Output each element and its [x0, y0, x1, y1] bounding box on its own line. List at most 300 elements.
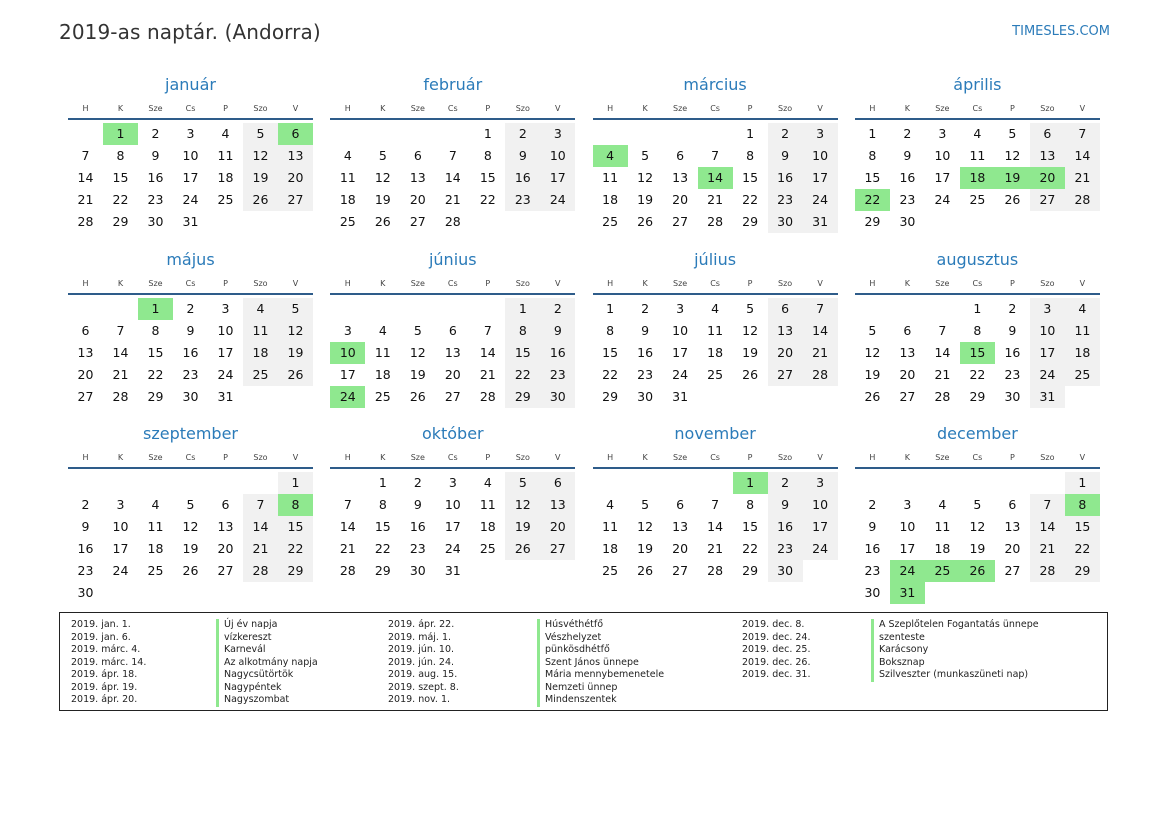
weekday-label: Sze [410, 278, 425, 288]
month-calendar [593, 247, 838, 422]
calendar-day: 21 [707, 541, 724, 556]
calendar-day: 29 [742, 214, 759, 229]
calendar-day: 21 [243, 538, 278, 560]
empty-day [1030, 472, 1065, 494]
weekday-label: K [904, 278, 911, 288]
calendar-day: 7 [343, 497, 352, 512]
calendar-day: 15 [602, 344, 619, 360]
month-days [330, 298, 575, 408]
calendar-day: 8 [116, 148, 125, 163]
weekday-label: K [642, 278, 648, 288]
calendar-day: 14 [243, 516, 278, 538]
weekday-label: P [223, 278, 228, 288]
calendar-day: 1 [868, 126, 877, 141]
calendar-day: 7 [938, 322, 947, 338]
weekday-label: Sze [935, 278, 950, 288]
month-days [855, 298, 1100, 408]
calendar-day: 30 [637, 388, 654, 404]
weekday-label: Sze [672, 104, 688, 113]
calendar-day: 15 [112, 170, 129, 185]
legend-holiday-name: Vészhelyzet [537, 632, 664, 645]
legend-date: 2019. máj. 1. [388, 631, 452, 643]
calendar-day: 16 [505, 167, 540, 189]
legend-date: 2019. ápr. 20. [71, 694, 138, 705]
calendar-day: 4 [711, 300, 720, 316]
calendar-day: 7 [711, 148, 720, 163]
legend-date: 2019. dec. 24. [742, 631, 811, 643]
weekday-label: K [642, 453, 648, 462]
weekday-label: V [817, 278, 823, 288]
empty-day [330, 123, 365, 145]
calendar-day: 5 [641, 497, 650, 512]
calendar-day: 23 [540, 364, 575, 386]
weekday-label: Sze [935, 104, 950, 113]
calendar-day: 20 [672, 192, 689, 207]
calendar-day: 24 [803, 538, 838, 560]
calendar-day: 8 [151, 322, 160, 338]
calendar-day: 1 [973, 300, 982, 316]
calendar-day: 28 [707, 563, 724, 578]
calendar-day: 15 [479, 170, 496, 185]
calendar-day: 24 [217, 366, 234, 382]
calendar-day: 20 [672, 541, 689, 556]
calendar-day: 21 [77, 192, 94, 207]
calendar-day: 23 [505, 189, 540, 211]
weekday-header [593, 447, 838, 469]
empty-day [628, 123, 663, 145]
weekday-label: Cs [972, 104, 983, 113]
month-calendar [330, 72, 575, 247]
calendar-day: 23 [182, 366, 199, 382]
empty-day [330, 472, 365, 494]
weekday-label: V [817, 104, 823, 113]
calendar-day: 10 [112, 519, 129, 534]
site-link[interactable]: TIMESLES.COM [1012, 24, 1110, 39]
calendar-day: 11 [479, 497, 496, 512]
month-name: február [423, 75, 483, 94]
empty-day [593, 123, 628, 145]
calendar-day: 22 [742, 192, 759, 207]
legend-holiday-name: A Szeplőtelen Fogantatás ünnepe [871, 619, 1039, 632]
legend-date: 2019. jan. 6. [71, 631, 131, 643]
calendar-day: 27 [444, 388, 461, 404]
calendar-day: 19 [637, 192, 654, 207]
calendar-day: 17 [899, 541, 916, 556]
calendar-day: 18 [374, 366, 391, 382]
calendar-day: 13 [672, 170, 689, 185]
calendar-day: 26 [1004, 192, 1021, 207]
calendar-day: 15 [742, 519, 759, 534]
calendar-day: 20 [217, 541, 234, 556]
calendar-day: 4 [483, 475, 492, 490]
calendar-day: 28 [112, 388, 129, 404]
calendar-day: 15 [505, 342, 540, 364]
empty-day [68, 472, 103, 494]
holiday-day: 24 [330, 386, 365, 408]
calendar-day: 25 [147, 563, 164, 578]
calendar-day: 1 [746, 126, 755, 141]
calendar-day: 1 [483, 126, 492, 141]
calendar-day: 25 [969, 192, 986, 207]
calendar-day: 10 [672, 322, 689, 338]
calendar-day: 21 [934, 366, 951, 382]
month-name: november [674, 424, 756, 443]
calendar-day: 25 [602, 563, 619, 578]
month-name: május [166, 249, 215, 269]
calendar-day: 29 [742, 563, 759, 578]
calendar-day: 29 [278, 560, 313, 582]
calendar-day: 28 [339, 563, 356, 578]
weekday-label: Szo [515, 278, 530, 288]
empty-day [103, 298, 138, 320]
empty-day [400, 123, 435, 145]
month-calendar [855, 247, 1100, 422]
calendar-day: 13 [217, 519, 234, 534]
calendar-day: 10 [934, 148, 951, 163]
weekday-label: Cs [710, 453, 720, 462]
empty-day [855, 298, 890, 320]
weekday-label: Szo [1040, 278, 1055, 288]
legend-date: 2019. márc. 14. [71, 656, 147, 668]
calendar-day: 29 [147, 388, 164, 404]
calendar-day: 10 [444, 497, 461, 512]
calendar-day: 20 [540, 516, 575, 538]
calendar-day: 30 [409, 563, 426, 578]
calendar-day: 7 [448, 148, 457, 163]
calendar-day: 19 [505, 516, 540, 538]
weekday-label: Szo [1040, 104, 1055, 113]
calendar-day: 7 [243, 494, 278, 516]
calendar-day: 28 [1030, 560, 1065, 582]
empty-day [68, 298, 103, 320]
calendar-day: 14 [1030, 516, 1065, 538]
weekday-header [330, 447, 575, 469]
weekday-label: Szo [778, 453, 793, 462]
calendar-day: 3 [448, 475, 457, 490]
legend-date: 2019. szept. 8. [388, 681, 459, 693]
calendar-day: 17 [540, 167, 575, 189]
calendar-day: 2 [151, 126, 160, 141]
calendar-day: 20 [278, 167, 313, 189]
weekday-label: H [869, 104, 876, 113]
weekday-label: H [82, 278, 89, 288]
calendar-day: 2 [540, 298, 575, 320]
holiday-day: 8 [278, 494, 313, 516]
calendar-day: 16 [182, 344, 199, 360]
month-name: július [694, 249, 737, 269]
calendar-day: 21 [803, 342, 838, 364]
calendar-day: 15 [374, 519, 391, 534]
calendar-day: 20 [768, 342, 803, 364]
weekday-header [855, 273, 1100, 295]
calendar-day: 18 [147, 541, 164, 556]
holiday-day: 10 [330, 342, 365, 364]
calendar-day: 17 [803, 516, 838, 538]
holiday-day: 31 [890, 582, 925, 604]
calendar-day: 15 [742, 170, 759, 185]
weekday-label: V [1079, 278, 1086, 288]
calendar-day: 18 [934, 541, 951, 556]
calendar-day: 17 [217, 344, 234, 360]
calendar-day: 19 [637, 541, 654, 556]
calendar-day: 17 [934, 170, 951, 185]
calendar-day: 23 [147, 192, 164, 207]
calendar-day: 26 [505, 538, 540, 560]
calendar-day: 5 [1008, 126, 1017, 141]
calendar-day: 12 [409, 344, 426, 360]
calendar-day: 16 [768, 167, 803, 189]
calendar-day: 8 [606, 322, 615, 338]
calendar-day: 28 [934, 388, 951, 404]
empty-day [925, 472, 960, 494]
calendar-day: 17 [1030, 342, 1065, 364]
weekday-label: H [82, 453, 89, 462]
calendar-day: 13 [768, 320, 803, 342]
holiday-day: 4 [593, 145, 628, 167]
holiday-day: 8 [1065, 494, 1100, 516]
calendar-day: 15 [278, 516, 313, 538]
legend-holiday-name: Nagypéntek [216, 682, 318, 695]
calendar-day: 2 [868, 497, 877, 512]
calendar-day: 26 [637, 563, 654, 578]
calendar-day: 6 [448, 322, 457, 338]
calendar-day: 12 [505, 494, 540, 516]
calendar-day: 9 [641, 322, 650, 338]
calendar-day: 11 [602, 519, 619, 534]
calendar-day: 11 [147, 519, 164, 534]
calendar-day: 11 [707, 322, 724, 338]
weekday-label: H [869, 278, 876, 288]
calendar-day: 21 [444, 192, 461, 207]
calendar-day: 19 [742, 344, 759, 360]
month-calendar [330, 421, 575, 596]
empty-day [365, 298, 400, 320]
calendar-day: 9 [1008, 322, 1017, 338]
empty-day [995, 472, 1030, 494]
calendar-day: 12 [742, 322, 759, 338]
calendar-day: 12 [1004, 148, 1021, 163]
empty-day [435, 298, 470, 320]
calendar-day: 9 [768, 145, 803, 167]
calendar-day: 3 [221, 300, 230, 316]
weekday-label: K [380, 104, 386, 113]
holiday-day: 24 [890, 560, 925, 582]
calendar-day: 28 [243, 560, 278, 582]
weekday-label: V [292, 104, 299, 113]
calendar-day: 30 [182, 388, 199, 404]
weekday-label: Cs [185, 278, 196, 288]
calendar-day: 26 [182, 563, 199, 578]
calendar-day: 5 [973, 497, 982, 512]
calendar-day: 12 [182, 519, 199, 534]
calendar-day: 24 [540, 189, 575, 211]
calendar-day: 25 [339, 214, 356, 229]
calendar-day: 31 [672, 388, 689, 404]
calendar-day: 18 [479, 519, 496, 534]
holiday-day: 14 [698, 167, 733, 189]
calendar-day: 30 [864, 585, 881, 600]
weekday-label: K [380, 278, 386, 288]
calendar-day: 10 [803, 145, 838, 167]
month-days [330, 472, 575, 582]
calendar-day: 25 [1065, 364, 1100, 386]
calendar-day: 9 [868, 519, 877, 534]
page-title: 2019-as naptár. (Andorra) [59, 20, 321, 44]
legend-dates-col-1 [71, 619, 146, 707]
calendar-day: 20 [409, 192, 426, 207]
calendar-day: 16 [147, 170, 164, 185]
calendar-day: 11 [969, 148, 986, 163]
legend-holiday-name: Mindenszentek [537, 694, 664, 707]
weekday-label: Cs [185, 453, 196, 462]
calendar-day: 12 [243, 145, 278, 167]
empty-day [925, 298, 960, 320]
calendar-day: 6 [676, 148, 685, 163]
calendar-day: 2 [505, 123, 540, 145]
calendar-day: 23 [768, 538, 803, 560]
month-name: szeptember [142, 424, 238, 443]
calendar-day: 16 [540, 342, 575, 364]
empty-day [173, 472, 208, 494]
calendar-day: 14 [112, 344, 129, 360]
calendar-day: 23 [409, 541, 426, 556]
weekday-label: Sze [148, 278, 163, 288]
empty-day [698, 123, 733, 145]
weekday-label: Szo [778, 104, 793, 113]
weekday-label: Cs [185, 104, 196, 113]
legend-holiday-name: Nagycsütörtök [216, 669, 318, 682]
calendar-day: 22 [742, 541, 759, 556]
weekday-label: H [344, 278, 351, 288]
calendar-day: 26 [864, 388, 881, 404]
weekday-label: Cs [447, 278, 458, 288]
calendar-day: 23 [864, 563, 881, 578]
calendar-day: 25 [243, 364, 278, 386]
calendar-day: 29 [602, 388, 619, 404]
weekday-label: Cs [972, 453, 983, 462]
weekday-header [855, 447, 1100, 469]
calendar-day: 24 [672, 366, 689, 382]
calendar-day: 31 [1030, 386, 1065, 408]
calendar-day: 13 [1030, 145, 1065, 167]
calendar-day: 13 [672, 519, 689, 534]
weekday-label: P [747, 278, 753, 288]
calendar-day: 21 [1065, 167, 1100, 189]
calendar-day: 30 [899, 214, 916, 229]
calendar-day: 6 [903, 322, 912, 338]
calendar-day: 11 [339, 170, 356, 185]
calendar-day: 22 [602, 366, 619, 382]
calendar-day: 30 [1004, 388, 1021, 404]
calendar-day: 7 [711, 497, 720, 512]
calendar-day: 4 [243, 298, 278, 320]
calendar-day: 30 [768, 560, 803, 582]
calendar-day: 6 [221, 497, 230, 512]
calendar-day: 12 [374, 170, 391, 185]
calendar-day: 2 [186, 300, 195, 316]
calendar-day: 1 [1065, 472, 1100, 494]
calendar-day: 2 [1008, 300, 1017, 316]
calendar-day: 3 [803, 472, 838, 494]
weekday-label: K [642, 104, 648, 113]
calendar-day: 4 [938, 497, 947, 512]
calendar-day: 24 [444, 541, 461, 556]
calendar-day: 14 [934, 344, 951, 360]
month-days [68, 298, 313, 408]
calendar-day: 9 [151, 148, 160, 163]
month-days [855, 472, 1100, 604]
calendar-day: 6 [676, 497, 685, 512]
calendar-day: 19 [969, 541, 986, 556]
calendar-day: 16 [768, 516, 803, 538]
legend-holiday-name: szenteste [871, 632, 1039, 645]
legend-holiday-name: Boksznap [871, 657, 1039, 670]
calendar-day: 22 [147, 366, 164, 382]
calendar-day: 27 [409, 214, 426, 229]
empty-day [890, 472, 925, 494]
legend-holiday-name: Az alkotmány napja [216, 657, 318, 670]
calendar-day: 24 [934, 192, 951, 207]
calendar-day: 5 [641, 148, 650, 163]
calendar-day: 4 [221, 126, 230, 141]
calendar-day: 14 [479, 344, 496, 360]
calendar-day: 22 [969, 366, 986, 382]
weekday-label: Cs [972, 278, 983, 288]
calendar-day: 20 [444, 366, 461, 382]
calendar-day: 29 [374, 563, 391, 578]
month-days [593, 298, 838, 408]
month-days [330, 123, 575, 233]
weekday-label: P [1009, 104, 1015, 113]
calendar-day: 18 [339, 192, 356, 207]
calendar-day: 16 [899, 170, 916, 185]
weekday-label: H [607, 278, 614, 288]
calendar-day: 23 [1004, 366, 1021, 382]
calendar-day: 14 [339, 519, 356, 534]
month-name: június [428, 249, 477, 269]
empty-day [855, 472, 890, 494]
weekday-label: V [817, 453, 823, 462]
calendar-day: 15 [147, 344, 164, 360]
calendar-day: 8 [378, 497, 387, 512]
calendar-day: 21 [112, 366, 129, 382]
calendar-day: 17 [182, 170, 199, 185]
month-calendar [855, 72, 1100, 247]
calendar-day: 3 [803, 123, 838, 145]
calendar-day: 21 [339, 541, 356, 556]
calendar-day: 8 [746, 148, 755, 163]
empty-day [960, 472, 995, 494]
weekday-label: P [747, 453, 753, 462]
holiday-day: 1 [103, 123, 138, 145]
calendar-day: 27 [1004, 563, 1021, 578]
calendar-day: 2 [413, 475, 422, 490]
legend-date: 2019. ápr. 22. [388, 619, 455, 630]
calendar-day: 27 [899, 388, 916, 404]
calendar-day: 13 [409, 170, 426, 185]
calendar-day: 24 [1030, 364, 1065, 386]
calendar-day: 29 [969, 388, 986, 404]
weekday-label: K [904, 453, 911, 462]
empty-day [138, 472, 173, 494]
legend-holiday-name: Nagyszombat [216, 694, 318, 707]
weekday-label: K [117, 278, 124, 288]
calendar-day: 17 [112, 541, 129, 556]
legend-dates-col-3 [742, 619, 810, 682]
calendar-day: 30 [768, 211, 803, 233]
calendar-day: 26 [243, 189, 278, 211]
legend-date: 2019. dec. 25. [742, 644, 811, 655]
